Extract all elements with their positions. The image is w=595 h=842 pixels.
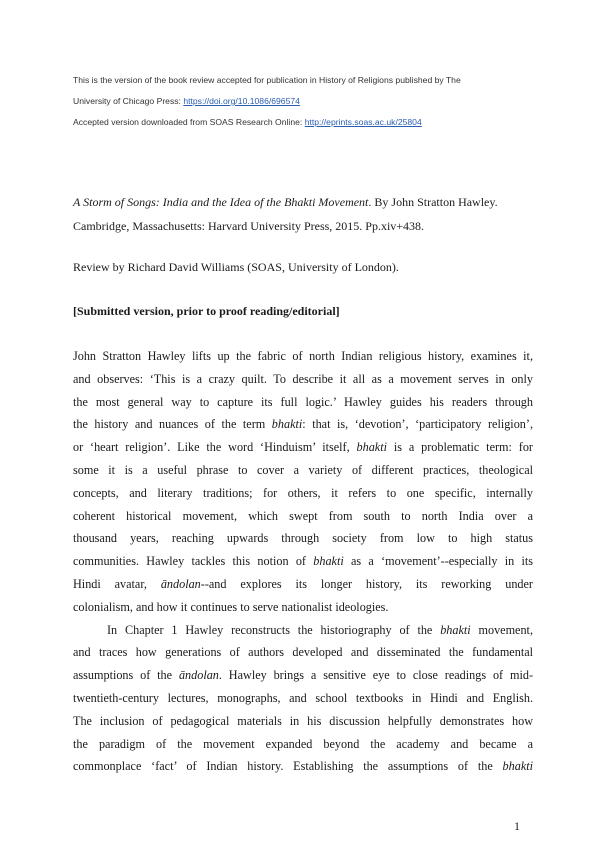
- text-line: coherent historical movement, which swept from south to north India over a: [73, 508, 533, 523]
- text-line: and traces how generations of authors developed and disseminated the fundamental: [73, 645, 533, 660]
- text-line: John Stratton Hawley lifts up the fabric of north Indian religious history, examines it,: [73, 349, 533, 363]
- text-line: some it is a useful phrase to cover a variety of different practices, theological: [73, 462, 533, 477]
- notice-line-2: [73, 91, 553, 112]
- text-line: In Chapter 1 Hawley reconstructs the historiography of the bhakti movement,: [107, 622, 533, 637]
- text-line: the paradigm of the movement expanded beyond the academy and became a: [73, 736, 533, 751]
- text-line: commonplace ‘fact’ of Indian history. Establishing the assumptions of the bhakti: [73, 759, 533, 774]
- reviewer-line: Review by Richard David Williams (SOAS, University of London).: [73, 260, 399, 274]
- text-line: assumptions of the āndolan. Hawley brings a sensitive eye to close readings of mid-: [73, 668, 533, 683]
- doi-link[interactable]: https://doi.org/10.1086/696574: [183, 96, 300, 106]
- eprints-link[interactable]: http://eprints.soas.ac.uk/25804: [304, 117, 422, 127]
- text-line: The inclusion of pedagogical materials in his discussion helpfully demonstrates how: [73, 713, 533, 728]
- text-line: and observes: ‘This is a crazy quilt. To describe it all as a movement serves in only: [73, 371, 533, 386]
- text-line: twentieth-century lectures, monographs, and school textbooks in Hindi and English.: [73, 690, 533, 705]
- book-details: . By John Stratton Hawley. Cambridge, Massachusetts: Harvard University Press, 2015. Pp.xiv+438.: [73, 195, 498, 233]
- version-status: [Submitted version, prior to proof reading/editorial]: [73, 304, 340, 318]
- book-citation: [73, 190, 533, 238]
- publication-notice: [73, 70, 553, 133]
- review-body: [73, 345, 533, 778]
- notice-line-1: This is the version of the book review accepted for publication in History of Religions published by The: [73, 75, 461, 85]
- text-line: communities. Hawley tackles this notion of bhakti as a ‘movement’--especially in its: [73, 554, 534, 569]
- text-line: colonialism, and how it continues to serve nationalist ideologies.: [73, 599, 389, 614]
- text-line: or ‘heart religion’. Like the word ‘Hinduism’ itself, bhakti is a problematic term: for: [73, 440, 533, 455]
- text-line: thousand years, reaching upwards through society from low to high status: [73, 531, 533, 546]
- book-title: A Storm of Songs: India and the Idea of the Bhakti Movement: [73, 195, 369, 209]
- text-line: Hindi avatar, āndolan--and explores its longer history, its reworking under: [73, 576, 533, 591]
- text-line: the most general way to capture its full logic.’ Hawley guides his readers through: [73, 394, 533, 409]
- notice-line-2-text: University of Chicago Press:: [73, 96, 184, 106]
- notice-line-3-text: Accepted version downloaded from SOAS Research Online:: [73, 117, 305, 127]
- page-number: 1: [514, 819, 520, 833]
- paragraph-2: [73, 619, 533, 779]
- text-line: concepts, and literary traditions; for others, it refers to one specific, internally: [73, 485, 533, 500]
- notice-line-3: [73, 112, 553, 133]
- text-line: the history and nuances of the term bhakti: that is, ‘devotion’, ‘participatory religion’,: [73, 417, 533, 432]
- paragraph-1: [73, 345, 533, 619]
